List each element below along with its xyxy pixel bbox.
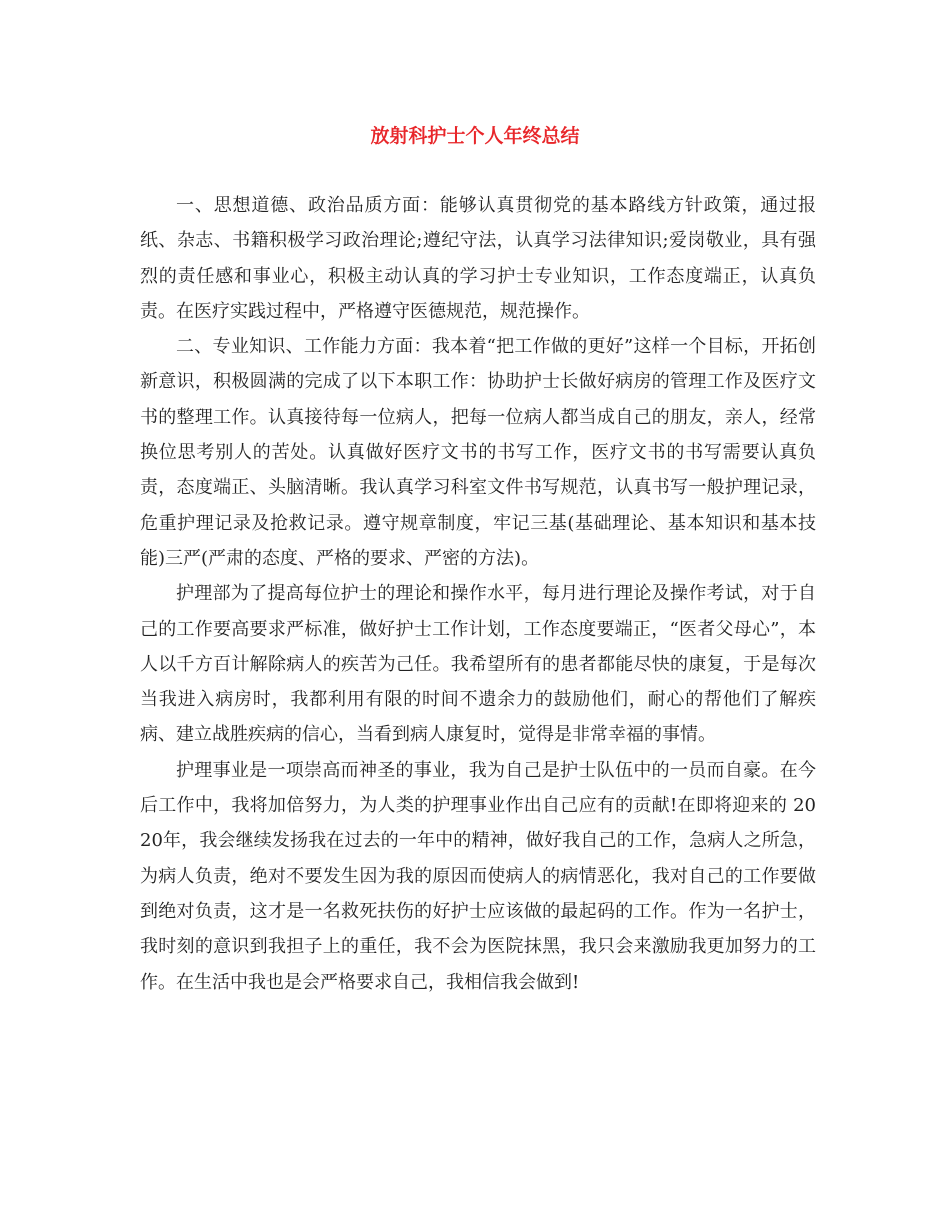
paragraph-nursing-career: 护理事业是一项崇高而神圣的事业，我为自己是护士队伍中的一员而自豪。在今后工作中，我将加倍努力，为人类的护理事业作出自己应有的贡献!在即将迎来的 2020年，我会继续发扬我在过去的一年中的精神，做好我自己的工作，急病人之所急，为病人负责，绝对不要发生因为我的原因而使病人的病情恶化，我对自己的工作要做到绝对负责，这才是一名救死扶伤的好护士应该做的最起码的工作。作为一名护士，我时刻的意识到我担子上的重任，我不会为医院抹黑，我只会来激励我更加努力的工作。在生活中我也是会严格要求自己，我相信我会做到! — [140, 759, 816, 993]
document-title: 放射科护士个人年终总结 — [370, 125, 580, 147]
document-body — [140, 188, 816, 1000]
paragraph-ideology: 一、思想道德、政治品质方面：能够认真贯彻党的基本路线方针政策，通过报纸、杂志、书籍积极学习政治理论;遵纪守法，认真学习法律知识;爱岗敬业，具有强烈的责任感和事业心，积极主动认真的学习护士专业知识，工作态度端正，认真负责。在医疗实践过程中，严格遵守医德规范，规范操作。 — [140, 195, 816, 322]
paragraph-nursing-department: 护理部为了提高每位护士的理论和操作水平，每月进行理论及操作考试，对于自己的工作要高要求严标准，做好护士工作计划，工作态度要端正，“医者父母心”，本人以千方百计解除病人的疾苦为己任。我希望所有的患者都能尽快的康复，于是每次当我进入病房时，我都利用有限的时间不遗余力的鼓励他们，耐心的帮他们了解疾病、建立战胜疾病的信心，当看到病人康复时，觉得是非常幸福的事情。 — [140, 583, 816, 746]
paragraph-professional-skills: 二、专业知识、工作能力方面：我本着“把工作做的更好”这样一个目标，开拓创新意识，积极圆满的完成了以下本职工作：协助护士长做好病房的管理工作及医疗文书的整理工作。认真接待每一位病人，把每一位病人都当成自己的朋友，亲人，经常换位思考别人的苦处。认真做好医疗文书的书写工作，医疗文书的书写需要认真负责，态度端正、头脑清晰。我认真学习科室文件书写规范，认真书写一般护理记录，危重护理记录及抢救记录。遵守规章制度，牢记三基(基础理论、基本知识和基本技能)三严(严肃的态度、严格的要求、严密的方法)。 — [140, 336, 816, 569]
